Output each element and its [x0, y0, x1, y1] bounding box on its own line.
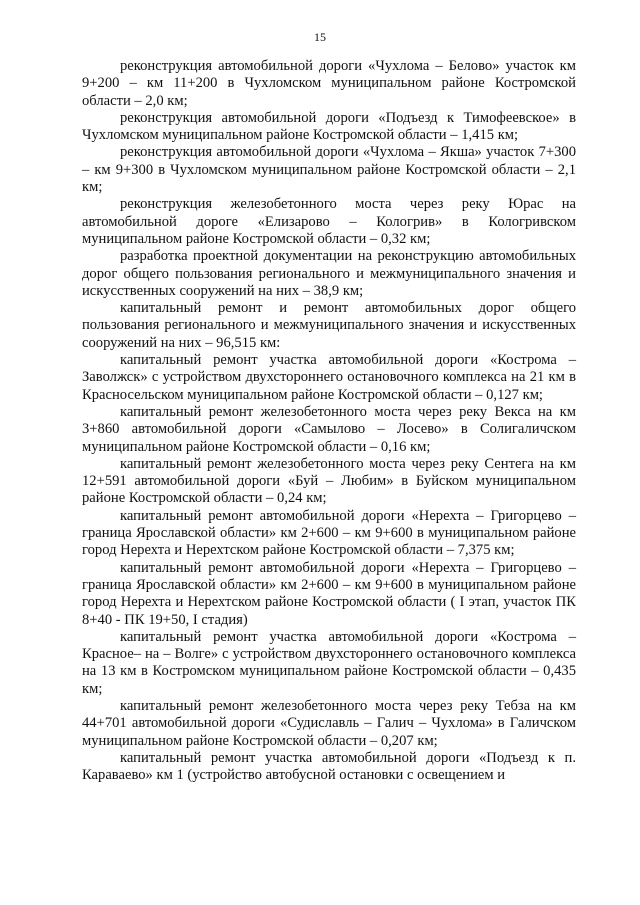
paragraph: капитальный ремонт железобетонного моста через реку Сентега на км 12+591 автомобильной дороги «Буй – Любим» в Буйском муниципальном районе Костромской области – 0,24 км;: [82, 455, 576, 507]
paragraph: разработка проектной документации на реконструкцию автомобильных дорог общего пользования регионального и межмуниципального значения и искусственных сооружений на них – 38,9 км;: [82, 248, 576, 299]
page-number: 15: [314, 30, 326, 44]
paragraph: капитальный ремонт автомобильной дороги «Нерехта – Григорцево – граница Ярославской области» км 2+600 – км 9+600 в муниципальном районе город Нерехта и Нерехтском районе Костромской области ( I этап, участок ПК 8+40 - ПК 19+50, I стадия): [82, 559, 576, 628]
paragraph: реконструкция автомобильной дороги «Чухлома – Белово» участок км 9+200 – км 11+200 в Чухломском муниципальном районе Костромской области – 2,0 км;: [82, 58, 576, 109]
paragraph: капитальный ремонт железобетонного моста через реку Тебза на км 44+701 автомобильной дороги «Судиславль – Галич – Чухлома» в Галичском муниципальном районе Костромской области – 0,207 км;: [82, 697, 576, 749]
document-body: [82, 58, 576, 784]
paragraph: капитальный ремонт участка автомобильной дороги «Подъезд к п. Караваево» км 1 (устройство автобусной остановки с освещением и: [82, 749, 576, 784]
paragraph: капитальный ремонт и ремонт автомобильных дорог общего пользования регионального и межмуниципального значения и искусственных сооружений на них – 96,515 км:: [82, 300, 576, 351]
paragraph: реконструкция автомобильной дороги «Подъезд к Тимофеевское» в Чухломском муниципальном районе Костромской области – 1,415 км;: [82, 109, 576, 144]
paragraph: капитальный ремонт автомобильной дороги «Нерехта – Григорцево – граница Ярославской области» км 2+600 – км 9+600 в муниципальном районе город Нерехта и Нерехтском районе Костромской области – 7,375 км;: [82, 507, 576, 559]
paragraph: реконструкция железобетонного моста через реку Юрас на автомобильной дороге «Елизарово – Кологрив» в Кологривском муниципальном районе Костромской области – 0,32 км;: [82, 196, 576, 247]
paragraph: реконструкция автомобильной дороги «Чухлома – Якша» участок 7+300 – км 9+300 в Чухломском муниципальном районе Костромской области – 2,1 км;: [82, 144, 576, 196]
paragraph: капитальный ремонт участка автомобильной дороги «Кострома –Заволжск» с устройством двухстороннего остановочного комплекса на 21 км в Красносельском муниципальном районе Костромской области – 0,127 км;: [82, 352, 576, 403]
paragraph: капитальный ремонт железобетонного моста через реку Векса на км 3+860 автомобильной дороги «Самылово – Лосево» в Солигаличском муниципальном районе Костромской области – 0,16 км;: [82, 403, 576, 455]
paragraph: капитальный ремонт участка автомобильной дороги «Кострома – Красное– на – Волге» с устройством двухстороннего остановочного комплекса на 13 км в Костромском муниципальном районе Костромской области – 0,435 км;: [82, 628, 576, 697]
